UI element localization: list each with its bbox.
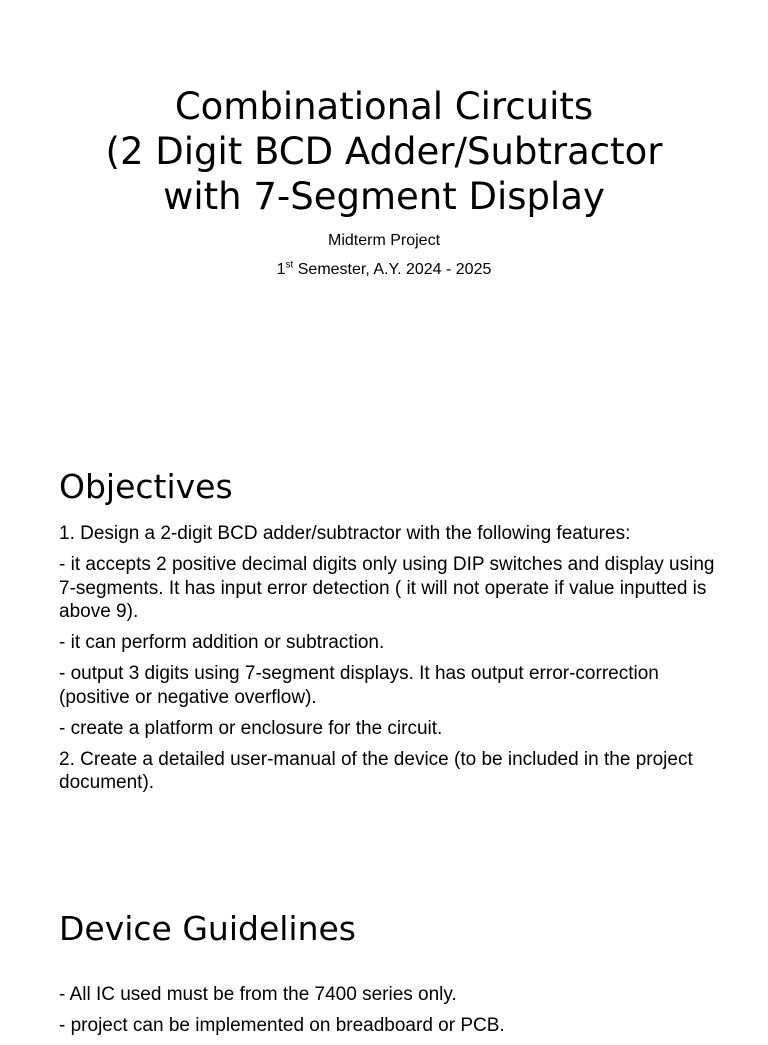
objective-item: 2. Create a detailed user-manual of the device (to be included in the project document). xyxy=(59,748,693,793)
title-line-2: (2 Digit BCD Adder/Subtractor xyxy=(105,130,663,173)
semester-number: 1 xyxy=(276,261,286,278)
device-guidelines-list xyxy=(59,983,719,1045)
objective-item: 1. Design a 2-digit BCD adder/subtractor with the following features: xyxy=(59,523,631,544)
guideline-item: - project can be implemented on breadboard or PCB. xyxy=(59,1015,505,1036)
objective-item: - it accepts 2 positive decimal digits only using DIP switches and display using 7-segments. It has input error detection ( it will not operate if value inputted is above 9). xyxy=(59,554,715,622)
presentation-title xyxy=(0,84,768,219)
objectives-heading: Objectives xyxy=(59,467,233,506)
objective-item: - output 3 digits using 7-segment displays. It has output error-correction (positive or negative overflow). xyxy=(59,663,659,708)
subtitle: Midterm Project xyxy=(327,232,441,249)
objective-item: - it can perform addition or subtraction. xyxy=(59,632,385,653)
guideline-item: - All IC used must be from the 7400 series only. xyxy=(59,984,457,1005)
semester-text: Semester, A.Y. 2024 - 2025 xyxy=(293,261,492,278)
semester-ordinal-suffix: st xyxy=(285,259,294,271)
title-line-1: Combinational Circuits xyxy=(174,85,594,128)
title-slide xyxy=(0,0,768,440)
objectives-list xyxy=(59,522,719,802)
semester-line xyxy=(0,260,768,280)
title-line-3: with 7-Segment Display xyxy=(163,175,605,218)
objective-item: - create a platform or enclosure for the circuit. xyxy=(59,717,443,739)
device-guidelines-heading: Device Guidelines xyxy=(59,909,356,948)
